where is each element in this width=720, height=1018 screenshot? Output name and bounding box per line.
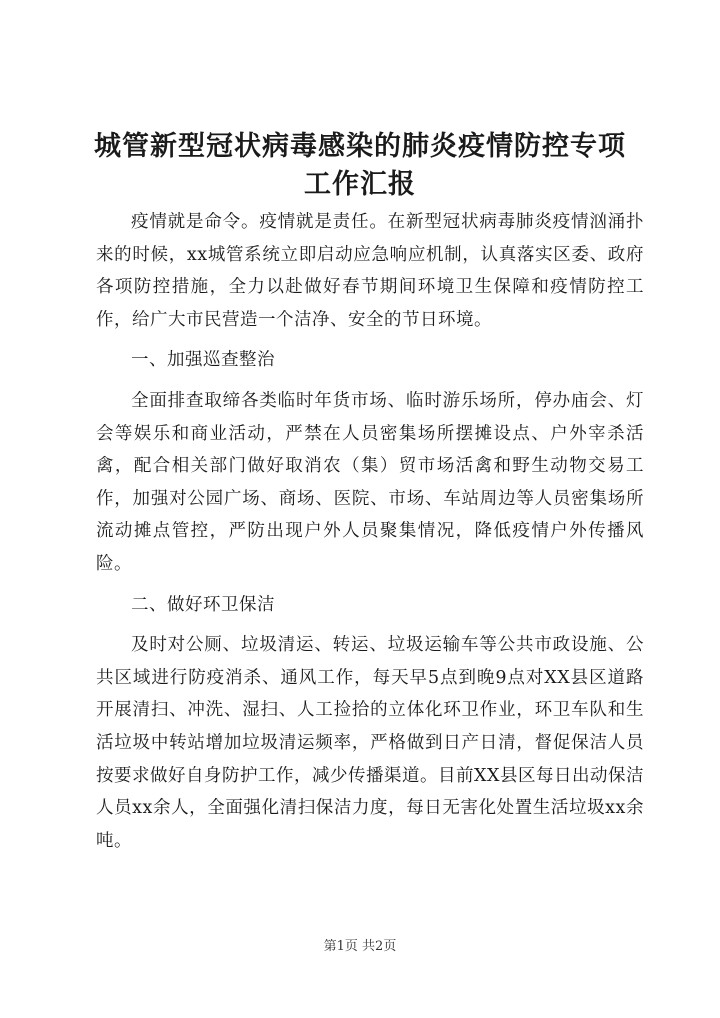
section-1-paragraph: 全面排查取缔各类临时年货市场、临时游乐场所，停办庙会、灯会等娱乐和商业活动，严禁在人员密集场所摆摊设点、户外宰杀活禽，配合相关部门做好取消农（集）贸市场活禽和野生动物交易工作，加强对公园广场、商场、医院、市场、车站周边等人员密集场所流动摊点管控，严防出现户外人员聚集情况，降低疫情户外传播风险。 [96, 390, 644, 574]
section-2-heading: 二、做好环卫保洁 [131, 594, 275, 615]
intro-paragraph: 疫情就是命令。疫情就是责任。在新型冠状病毒肺炎疫情汹涌扑来的时候，xx城管系统立即启动应急响应机制，认真落实区委、政府各项防控措施，全力以赴做好春节期间环境卫生保障和疫情防控工作，给广大市民营造一个洁净、安全的节日环境。 [96, 212, 644, 330]
section-1-heading: 一、加强巡查整治 [131, 350, 275, 371]
page-footer: 第1页 共2页 [323, 939, 397, 954]
section-2-paragraph: 及时对公厕、垃圾清运、转运、垃圾运输车等公共市政设施、公共区域进行防疫消杀、通风工作，每天早5点到晚9点对XX县区道路开展清扫、冲洗、湿扫、人工捡拾的立体化环卫作业，环卫车队和生活垃圾中转站增加垃圾清运频率，严格做到日产日清，督促保洁人员按要求做好自身防护工作，减少传播渠道。目前XX县区每日出动保洁人员xx余人，全面强化清扫保洁力度，每日无害化处置生活垃圾xx余吨。 [96, 635, 644, 851]
document-body [96, 206, 644, 857]
document-title: 城管新型冠状病毒感染的肺炎疫情防控专项工作汇报 [94, 131, 626, 200]
